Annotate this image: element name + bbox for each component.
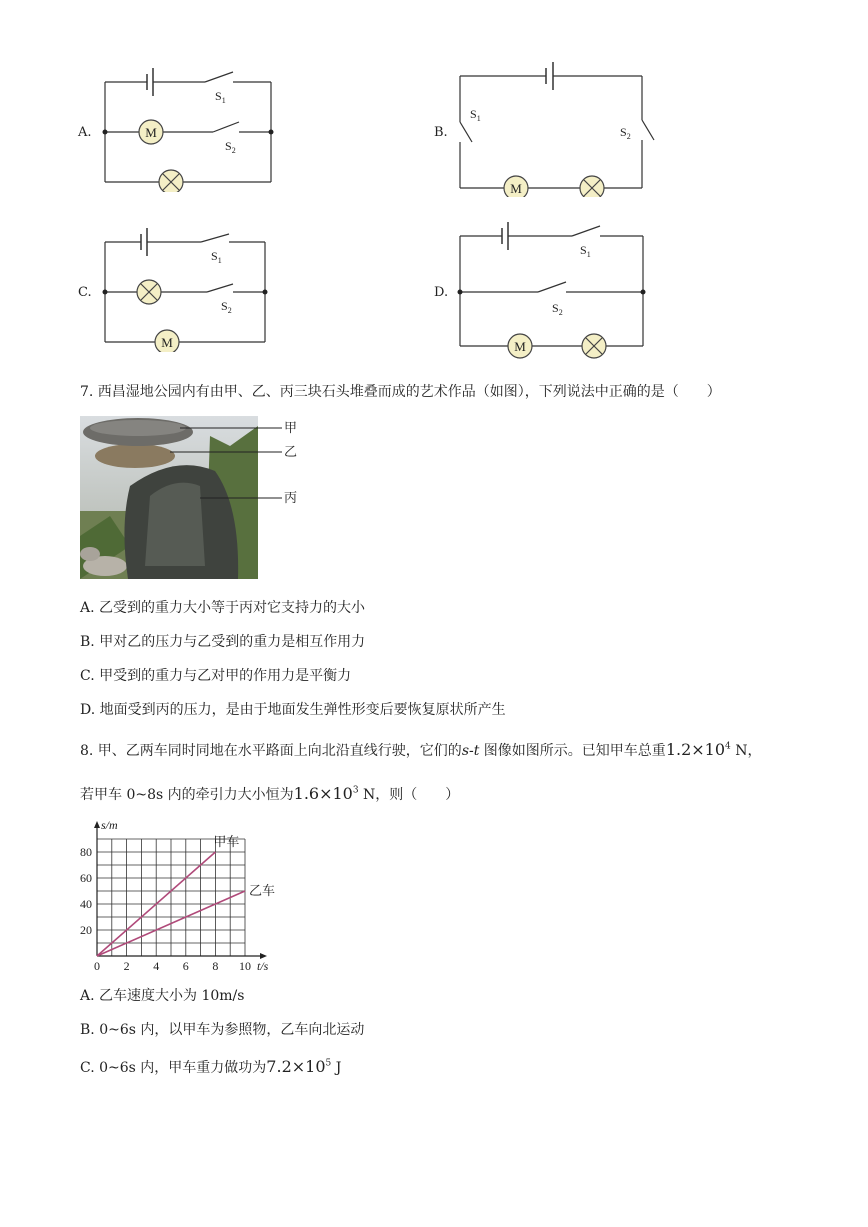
x-tick-label: 2 <box>123 959 130 973</box>
y-tick-label: 60 <box>80 871 92 885</box>
switch-s2-label: $S_2$ <box>225 139 236 155</box>
series-label-2: 乙车 <box>249 883 276 898</box>
switch-s2-label: $S_2$ <box>620 125 631 141</box>
q8-option-c: C. 0~6s 内，甲车重力做功为$7.2\times 10^5$ J <box>80 1057 342 1076</box>
circuit-a <box>95 62 285 192</box>
x-tick-label: 8 <box>212 959 219 973</box>
stone-label-yi: 乙 <box>284 445 298 460</box>
svg-text:M: M <box>510 181 522 196</box>
question-7-stem: 7. 西昌湿地公园内有由甲、乙、丙三块石头堆叠而成的艺术作品（如图），下列说法中正确的是（ ） <box>80 384 721 400</box>
x-tick-label: 10 <box>239 959 251 973</box>
question-8-stem-line2: 若甲车 0~8s 内的牵引力大小恒为$1.6\times 10^3$ N，则（ ） <box>80 784 460 803</box>
lamp-icon <box>580 176 604 197</box>
motor-icon <box>139 120 163 144</box>
switch-s1-label: $S_1$ <box>211 249 222 265</box>
y-axis-label: s/m <box>101 818 118 832</box>
svg-text:M: M <box>145 125 157 140</box>
circuit-c-label: C. <box>78 285 92 300</box>
circuit-d <box>450 220 660 362</box>
switch-s2-label: $S_2$ <box>552 301 563 317</box>
q7-option-b: B. 甲对乙的压力与乙受到的重力是相互作用力 <box>80 634 366 650</box>
y-axis-arrow <box>94 821 100 828</box>
switch-s1-label: $S_1$ <box>470 107 481 123</box>
stone-label-bing: 丙 <box>284 491 298 506</box>
circuit-d-label: D. <box>434 285 449 300</box>
switch-s1-label: $S_1$ <box>580 243 591 259</box>
motor-icon <box>155 330 179 352</box>
y-tick-label: 20 <box>80 923 92 937</box>
motor-icon <box>508 334 532 358</box>
q7-option-d: D. 地面受到丙的压力，是由于地面发生弹性形变后要恢复原状所产生 <box>80 702 506 718</box>
lamp-icon <box>159 170 183 192</box>
st-graph <box>70 812 290 982</box>
circuit-a-label: A. <box>78 125 92 140</box>
stone-label-jia: 甲 <box>284 421 298 436</box>
x-axis-label: t/s <box>257 959 269 973</box>
switch-s2-label: $S_2$ <box>221 299 232 315</box>
circuit-b-label: B. <box>434 125 448 140</box>
q7-option-a: A. 乙受到的重力大小等于丙对它支持力的大小 <box>80 600 366 616</box>
stacked-stones-photo <box>80 416 310 580</box>
q8-option-a: A. 乙车速度大小为 10m/s <box>80 988 245 1004</box>
switch-s1-label: $S_1$ <box>215 89 226 105</box>
series-label-1: 甲车 <box>213 834 240 849</box>
circuit-b <box>450 62 665 197</box>
motor-icon <box>504 176 528 197</box>
svg-text:M: M <box>161 335 173 350</box>
x-tick-label: 6 <box>182 959 189 973</box>
q7-option-c: C. 甲受到的重力与乙对甲的作用力是平衡力 <box>80 668 352 684</box>
svg-text:M: M <box>514 339 526 354</box>
x-tick-label: 4 <box>153 959 160 973</box>
x-tick-label: 0 <box>94 959 100 973</box>
y-tick-label: 80 <box>80 845 92 859</box>
lamp-icon <box>137 280 161 304</box>
question-8-stem: 8. 甲、乙两车同时同地在水平路面上向北沿直线行驶，它们的s-t 图像如图所示。已知甲车总重$1.2\times 10^4$ N， <box>80 740 762 759</box>
q8-option-b: B. 0~6s 内，以甲车为参照物，乙车向北运动 <box>80 1022 365 1038</box>
lamp-icon <box>582 334 606 358</box>
circuit-c <box>95 222 285 352</box>
y-tick-label: 40 <box>80 897 92 911</box>
